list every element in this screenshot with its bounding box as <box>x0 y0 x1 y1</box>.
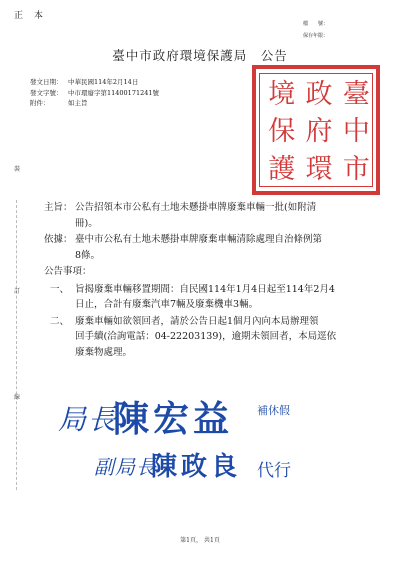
seal-char: 府 <box>300 116 332 144</box>
item-line: 旨揭廢棄車輛移置期間：自民國114年1月4日起至114年2月4 <box>75 283 335 295</box>
basis-line: 臺中市公私有土地未懸掛車牌廢棄車輛清除處理自治條例第 <box>75 234 323 245</box>
item-number: 一、 <box>50 283 70 295</box>
page-indicator <box>0 535 400 544</box>
retention-label: 保存年限： <box>302 33 328 39</box>
list-item <box>50 314 359 361</box>
meta-date-label: 發文日期： <box>30 78 63 86</box>
binding-line <box>16 200 17 490</box>
basis-label: 依據： <box>44 234 73 245</box>
signature-name: 陳宏益 <box>113 398 234 440</box>
signature-note: 補休假 <box>257 404 290 417</box>
item-line: 回手續(洽詢電話：04-22203139)，逾期未領回者，本局逕依 <box>75 331 337 342</box>
seal-char: 環 <box>300 153 332 181</box>
basis-line: 8條。 <box>75 249 101 261</box>
meta-attachment <box>30 98 159 109</box>
meta-number-value: 中市環廢字第11400171241號 <box>68 88 159 97</box>
seal-char: 護 <box>263 153 295 181</box>
meta-date <box>30 77 159 88</box>
meta-date-value: 中華民國114年2月14日 <box>68 78 139 86</box>
seal-char: 市 <box>337 153 369 181</box>
seal-char: 境 <box>263 79 295 107</box>
copy-label: 正 本 <box>14 11 47 21</box>
seal-char: 保 <box>263 116 295 144</box>
subject-line: 冊)。 <box>75 217 98 229</box>
page-total: 共1頁 <box>204 537 220 544</box>
seal-char: 臺 <box>337 79 369 107</box>
list-item <box>50 282 359 313</box>
meta-attachment-label: 附件： <box>30 99 50 107</box>
document-title: 臺中市政府環境保護局 公告 <box>112 48 288 63</box>
seal-char: 中 <box>337 116 369 144</box>
subject-label: 主旨： <box>44 202 73 213</box>
seal-char: 政 <box>300 79 332 107</box>
deputy-signature-title: 副局長 <box>94 455 157 479</box>
official-seal <box>252 65 380 195</box>
items-label: 公告事項： <box>44 266 92 277</box>
meta-number-label: 發文字號： <box>30 88 63 97</box>
item-number: 二、 <box>50 315 70 327</box>
subject-section <box>44 200 359 231</box>
deputy-signature-name: 陳政良 <box>151 452 242 482</box>
item-line: 廢棄物處理。 <box>75 346 133 358</box>
document-meta <box>30 77 159 109</box>
binding-mark-2: 訂 <box>14 288 21 295</box>
item-line: 日止，合計有廢棄汽車7輛及廢棄機車3輛。 <box>75 299 259 310</box>
signature-title: 局長 <box>58 403 119 436</box>
page-current: 第1頁， <box>180 537 202 544</box>
basis-section <box>44 232 359 263</box>
binding-mark-1: 裝 <box>14 166 21 173</box>
seal-characters <box>259 73 373 187</box>
deputy-signature-note: 代行 <box>257 461 291 481</box>
meta-number <box>30 88 159 99</box>
file-info <box>303 18 328 42</box>
items-section <box>44 264 359 360</box>
meta-attachment-value: 如主旨 <box>68 99 88 107</box>
item-line: 廢棄車輛如欲領回者，請於公告日起1個月內向本局辦理領 <box>75 315 319 327</box>
binding-mark-3: 線 <box>14 394 21 401</box>
file-no-label: 檔 號： <box>302 21 328 27</box>
subject-line: 公告招領本市公私有土地未懸掛車牌廢棄車輛一批(如附清 <box>75 202 317 213</box>
